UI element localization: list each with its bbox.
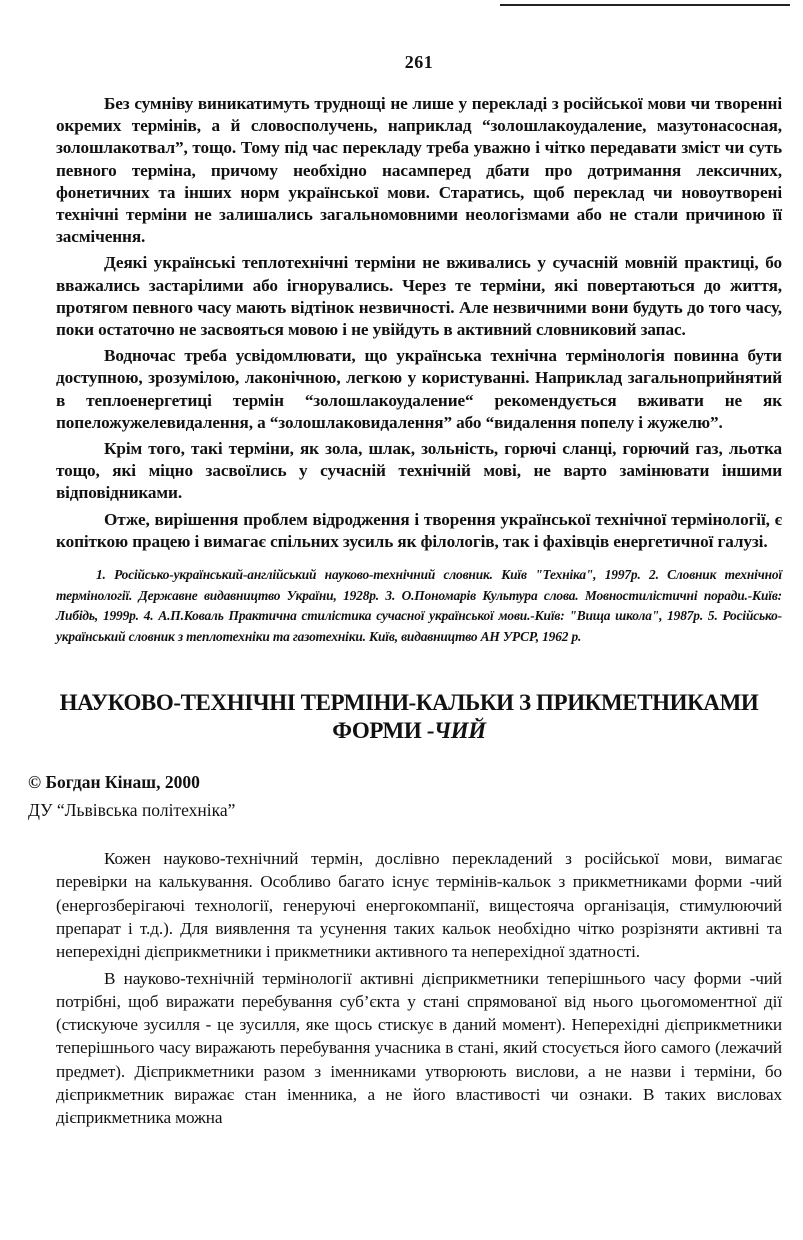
paragraph: Деякі українські теплотехнічні терміни не вживались у сучасній мовній практиці, бо вважались застарілими або ігнорувались. Через те терміни, які повертаються до життя, протягом певного часу мають відтінок незвичності. Але незвичними вони будуть до того часу, поки остаточно не засвояться мовою і не увійдуть в активний словниковий запас. [56, 253, 782, 340]
article-paragraph: В науково-технічній термінології активні дієприкметники теперішнього часу форми -чий потрібні, щоб виражати перебування суб’єкта у стані спрямованої від нього цьогомоментної дії (стискуюче зусилля - це зусилля, яке щось стискує в даний момент). Неперехідні дієприкметники теперішнього часу виражають перебування учасника в стані, який стосується його самого (лежачий предмет). Дієприкметники разом з іменниками утворюють вислови, а не назви і терміни, бо дієприкметник виражає стан іменника, а не його властивості чи ознаки. В таких висловах дієприкметника можна [56, 968, 782, 1128]
paragraph: Крім того, такі терміни, як зола, шлак, зольність, горючі сланці, горючий газ, льотка тощо, які міцно засвоїлись у сучасній технічній мові, не варто замінювати іншими відповідниками. [56, 439, 782, 503]
top-rule [500, 4, 790, 6]
article-title [36, 689, 782, 745]
paragraph: Водночас треба усвідомлювати, що українська технічна термінологія повинна бути доступною, зрозумілою, лаконічною, легкою у користуванні. Наприклад загальноприйнятий в теплоенергетиці термін “золошлакоудаление“ рекомендується вживати не як попеложужелевидалення, а “золошлаковидалення” або “видалення попелу і жужелю”. [56, 346, 782, 432]
affiliation: ДУ “Львівська політехніка” [28, 800, 236, 821]
page-number: 261 [404, 52, 434, 72]
author: © Богдан Кінаш, 2000 [28, 772, 200, 793]
article-title-line1: НАУКОВО-ТЕХНІЧНІ ТЕРМІНИ-КАЛЬКИ З ПРИКМЕТНИКАМИ [59, 690, 759, 716]
article-paragraph: Кожен науково-технічний термін, дослівно перекладений з російської мови, вимагає перевірки на калькування. Особливо багато існує термінів-кальок з прикметниками форми -чий (енергозберігаючі технології, генеруючі енергокомпанії, вищестояча організація, стимулюючий препарат і т.д.). Для виявлення та усунення таких кальок необхідно чітко розрізняти активні та неперехідні дієприкметники і прикметники активного та неперехідної здатності. [56, 849, 782, 962]
paragraph: Без сумніву виникатимуть труднощі не лише у перекладі з російської мови чи творенні окремих термінів, а й словосполучень, наприклад “золошлакоудаление, мазутонасосная, золошлакотвал”, тощо. Тому під час перекладу треба уважно і чітко передавати зміст чи суть певного терміна, причому необхідно насамперед дбати про дотримання лексичних, фонетичних та інших норм української мови. Старатись, щоб переклад чи новоутворені технічні терміни не залишались загальномовними неологізмами або не стали причиною її засмічення. [56, 94, 782, 247]
document-page [28, 52, 782, 1133]
references: 1. Російсько-український-англійський науково-технічний словник. Київ "Техніка", 1997р. 2. Словник технічної термінології. Державне видавництво України, 1928р. 3. О.Пономарів Культура слова. Мовностилістичні поради.-Київ: Либідь, 1999р. 4. А.П.Коваль Практична стилістика сучасної української мови.-Київ: "Вища школа", 1987р. 5. Російсько-український словник з теплотехніки та газотехніки. Київ, видавництво АН УРСР, 1962 р. [56, 567, 782, 644]
article-title-line2 [36, 717, 782, 745]
paragraph: Отже, вирішення проблем відродження і творення української технічної термінології, є копіткою працею і вимагає спільних зусиль як філологів, так і фахівців енергетичної галузі. [56, 509, 782, 551]
article-title-prefix: ФОРМИ - [332, 718, 434, 744]
article-title-suffix: ЧИЙ [433, 718, 486, 744]
